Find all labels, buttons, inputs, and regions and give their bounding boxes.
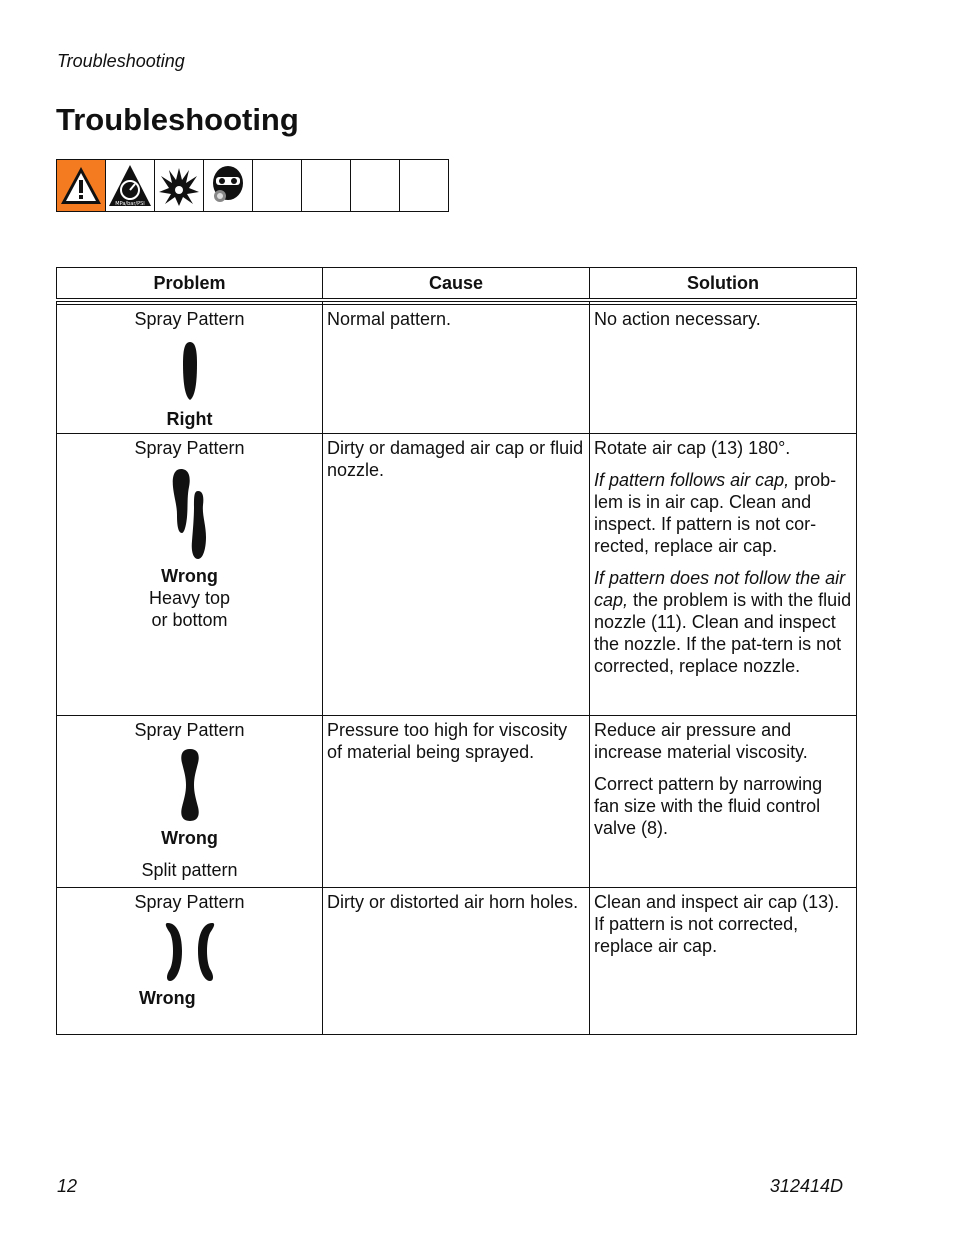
table-row: [57, 716, 857, 888]
face-shield-cell: [204, 160, 253, 212]
page-number: 12: [57, 1176, 78, 1196]
table-row: [57, 434, 857, 716]
solution-paragraph: If pattern does not follow the air cap, the problem is with the fluid nozzle (11). Clean and inspect the nozzle. If the pat-tern is not corrected, replace nozzle.: [594, 568, 852, 676]
header-problem: Problem: [57, 268, 323, 301]
solution-cell: [590, 888, 857, 1035]
problem-title: Spray Pattern: [134, 438, 245, 458]
problem-title: Spray Pattern: [134, 720, 245, 740]
solution-paragraph: Clean and inspect air cap (13). If pattern is not corrected, replace air cap.: [594, 892, 840, 956]
table-row: [57, 888, 857, 1035]
problem-cell: [57, 434, 323, 716]
pattern-description: Split pattern: [141, 860, 238, 880]
solution-paragraph: If pattern follows air cap, prob-lem is in air cap. Clean and inspect. If pattern is not cor-rected, replace air cap.: [594, 470, 837, 556]
running-head: Troubleshooting: [57, 51, 185, 71]
pattern-description: Heavy top or bottom: [148, 588, 231, 630]
solution-cell: [590, 305, 857, 434]
cause-cell: Pressure too high for viscosity of material being sprayed.: [323, 716, 590, 888]
empty-icon-cell: [351, 160, 400, 212]
solution-cell: [590, 716, 857, 888]
pattern-verdict: Wrong: [161, 566, 218, 586]
solution-cell: [590, 434, 857, 716]
explosion-cell: [155, 160, 204, 212]
problem-cell: [57, 716, 323, 888]
pattern-verdict: Right: [166, 409, 213, 429]
spray-pattern-distorted-icon: [160, 919, 220, 985]
page-title: Troubleshooting: [56, 102, 299, 137]
solution-paragraph: Correct pattern by narrowing fan size with the fluid control valve (8).: [594, 774, 823, 838]
empty-icon-cell: [302, 160, 351, 212]
spray-pattern-right-icon: [170, 338, 210, 406]
pattern-verdict: Wrong: [139, 988, 196, 1008]
empty-icon-cell: [253, 160, 302, 212]
header-cause: Cause: [323, 268, 590, 301]
empty-icon-cell: [400, 160, 449, 212]
spray-pattern-heavy-icon: [160, 465, 220, 565]
header-solution: Solution: [590, 268, 857, 301]
solution-paragraph: Reduce air pressure and increase material viscosity.: [594, 720, 808, 762]
explosion-icon: [157, 164, 201, 208]
warning-triangle-icon: [59, 164, 103, 208]
solution-paragraph: No action necessary.: [594, 309, 761, 329]
troubleshooting-table: [56, 267, 857, 1035]
pressure-gauge-icon: [107, 163, 153, 209]
cause-cell: Dirty or distorted air horn holes.: [323, 888, 590, 1035]
pattern-verdict: Wrong: [161, 828, 218, 848]
table-row: [57, 305, 857, 434]
pressure-gauge-cell: [106, 160, 155, 212]
problem-title: Spray Pattern: [134, 892, 245, 912]
face-shield-respirator-icon: [206, 163, 250, 209]
doc-number: 312414D: [769, 1176, 843, 1196]
table-header-row: [57, 268, 857, 301]
problem-title: Spray Pattern: [134, 309, 245, 329]
cause-cell: Dirty or damaged air cap or fluid nozzle.: [323, 434, 590, 716]
problem-cell: [57, 888, 323, 1035]
hazard-icon-strip: [56, 159, 449, 212]
solution-paragraph: Rotate air cap (13) 180°.: [594, 438, 791, 458]
cause-cell: Normal pattern.: [323, 305, 590, 434]
spray-pattern-split-icon: [170, 747, 210, 823]
warning-triangle-cell: [57, 160, 106, 212]
problem-cell: [57, 305, 323, 434]
gauge-caption: MPa/bar/PSI: [115, 200, 145, 207]
